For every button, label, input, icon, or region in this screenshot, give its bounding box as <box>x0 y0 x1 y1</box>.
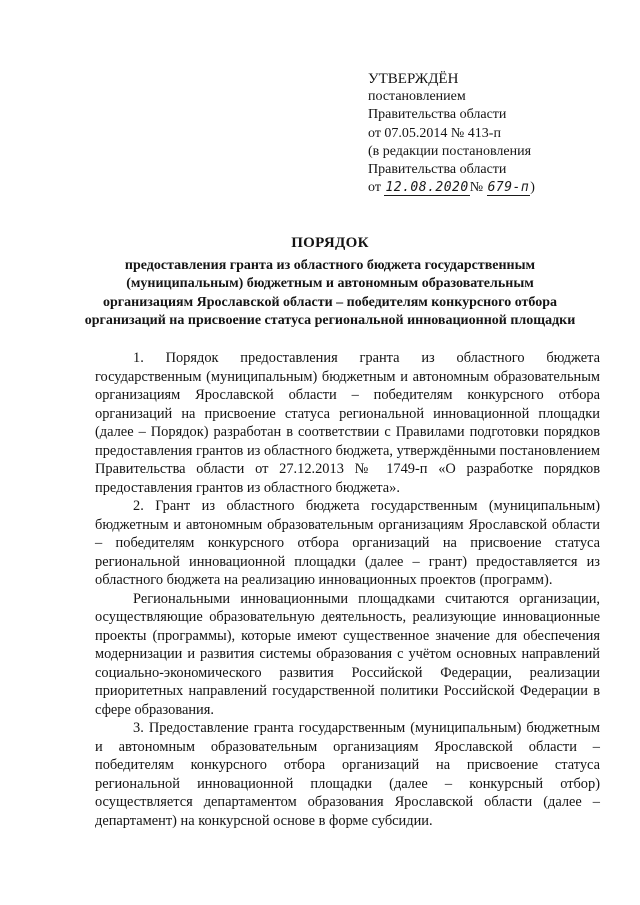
handwritten-date: 12.08.2020 <box>385 180 469 196</box>
approval-heading: УТВЕРЖДЁН <box>368 71 459 87</box>
approval-line-5: Правительства области <box>368 162 507 178</box>
approval-line-4: (в редакции постановления <box>368 143 532 159</box>
paragraph-1: 1. Порядок предоставления гранта из областного бюджета государственным (муниципальным) бюджетным и автономным образовательным организациям Ярославской области – победителям конкурсного отбора организаций на присвоение статуса региональной инновационной площадки (далее – Порядок) разработан в соответствии с Правилами подготовки порядков предоставления грантов из областного бюджета, утверждёнными постановлением Правительства области от 27.12.2013 № 1749-п «О разработке порядков предоставления грантов из областного бюджета». <box>95 350 600 496</box>
paragraph-2: 2. Грант из областного бюджета государственным (муниципальным) бюджетным и автономным образовательным организациям Ярославской области – победителям конкурсного отбора организаций на присвоение статуса региональной инновационной площадки (далее – грант) предоставляется из областного бюджета на реализацию инновационных проектов (программ). <box>95 498 600 588</box>
paragraph-4: 3. Предоставление гранта государственным (муниципальным) бюджетным и автономным образовательным организациям Ярославской области – победителям конкурсного отбора организаций на присвоение статуса региональной инновационной площадки (далее – конкурсный отбор) осуществляется департаментом образования Ярославской области (далее – департамент) на конкурсной основе в форме субсидии. <box>95 720 600 829</box>
approval-block <box>368 70 618 197</box>
approval-line-6-prefix: от <box>368 180 381 196</box>
document-title <box>80 234 580 331</box>
approval-line-1: постановлением <box>368 89 466 105</box>
approval-line-2: Правительства области <box>368 107 507 123</box>
document-body <box>95 349 600 830</box>
number-sign: № <box>469 180 484 196</box>
handwritten-number: 679-п <box>487 180 530 196</box>
approval-line-3: от 07.05.2014 № 413-п <box>368 125 501 141</box>
paragraph-3: Региональными инновационными площадками считаются организации, осуществляющие образовательную деятельность, реализующие инновационные проекты (программы), которые имеют существенное значение для обеспечения модернизации и развития системы образования с учётом основных направлений социально-экономического развития Российской Федерации, реализации приоритетных направлений государственной политики Российской Федерации в сфере образования. <box>95 590 600 718</box>
approval-line-6 <box>368 179 618 197</box>
title-main: ПОРЯДОК <box>291 235 369 251</box>
title-sub: предоставления гранта из областного бюджета государственным (муниципальным) бюджетным и автономным образовательным организациям Ярославской области – победителям конкурсного отбора организаций на присвоение статуса региональной инновационной площадки <box>84 257 576 329</box>
closing-paren: ) <box>530 180 535 196</box>
